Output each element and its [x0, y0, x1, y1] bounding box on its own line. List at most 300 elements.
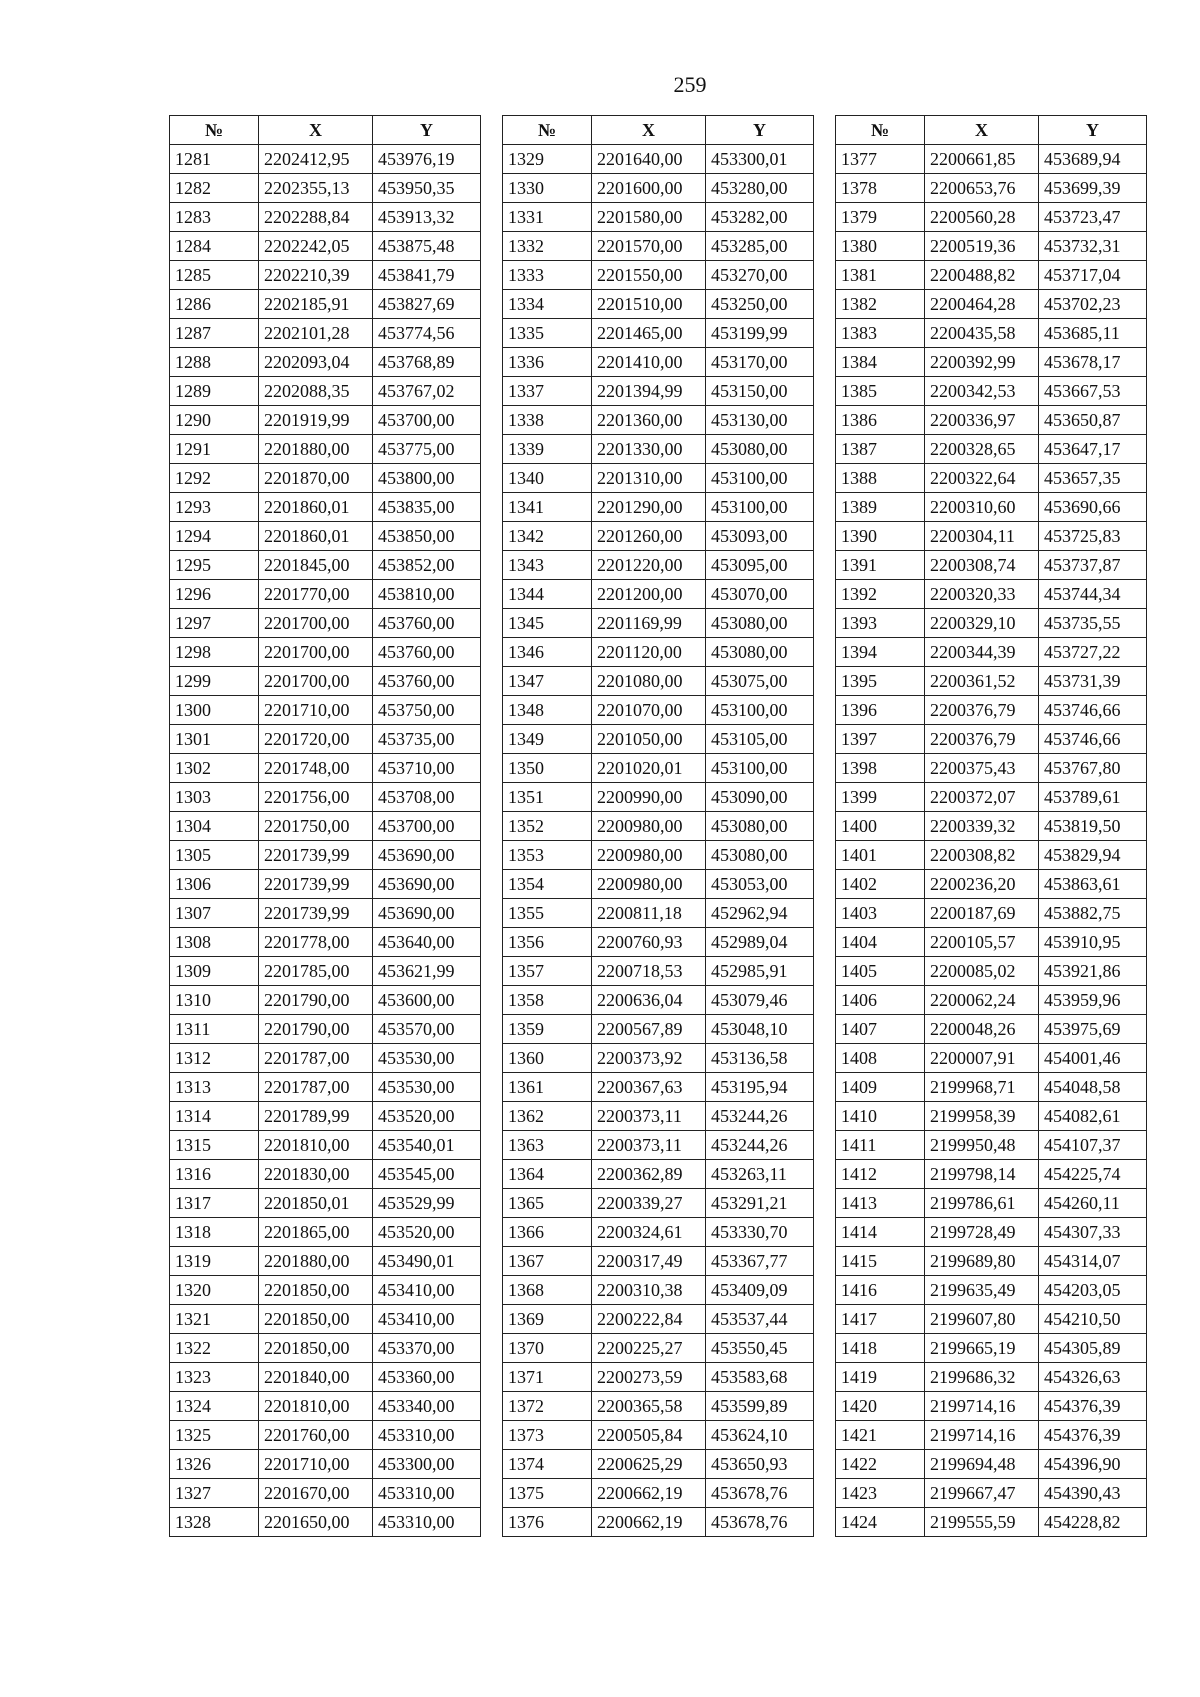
- table-row: [503, 1305, 814, 1334]
- cell-number: 1404: [836, 928, 925, 957]
- cell-y: 453735,55: [1039, 609, 1147, 638]
- cell-number: 1305: [170, 841, 259, 870]
- table-row: [170, 1218, 481, 1247]
- cell-number: 1355: [503, 899, 592, 928]
- cell-number: 1303: [170, 783, 259, 812]
- cell-number: 1387: [836, 435, 925, 464]
- table-row: [503, 551, 814, 580]
- cell-x: 2201710,00: [259, 1450, 373, 1479]
- cell-number: 1333: [503, 261, 592, 290]
- header-x: X: [925, 116, 1039, 145]
- cell-y: 453080,00: [706, 435, 814, 464]
- cell-y: 453723,47: [1039, 203, 1147, 232]
- table-row: [836, 957, 1147, 986]
- cell-x: 2200187,69: [925, 899, 1039, 928]
- cell-y: 453600,00: [373, 986, 481, 1015]
- cell-number: 1321: [170, 1305, 259, 1334]
- cell-number: 1318: [170, 1218, 259, 1247]
- cell-y: 453310,00: [373, 1421, 481, 1450]
- cell-number: 1313: [170, 1073, 259, 1102]
- table-row: [503, 957, 814, 986]
- cell-y: 453624,10: [706, 1421, 814, 1450]
- cell-number: 1292: [170, 464, 259, 493]
- cell-number: 1424: [836, 1508, 925, 1537]
- cell-number: 1393: [836, 609, 925, 638]
- cell-number: 1398: [836, 754, 925, 783]
- table-row: [170, 348, 481, 377]
- cell-y: 453976,19: [373, 145, 481, 174]
- cell-number: 1382: [836, 290, 925, 319]
- cell-number: 1350: [503, 754, 592, 783]
- cell-x: 2202412,95: [259, 145, 373, 174]
- cell-x: 2200567,89: [592, 1015, 706, 1044]
- table-row: [170, 1131, 481, 1160]
- cell-y: 453410,00: [373, 1276, 481, 1305]
- cell-x: 2201510,00: [592, 290, 706, 319]
- cell-number: 1413: [836, 1189, 925, 1218]
- cell-number: 1416: [836, 1276, 925, 1305]
- table-row: [836, 1479, 1147, 1508]
- cell-x: 2201850,00: [259, 1334, 373, 1363]
- cell-x: 2201750,00: [259, 812, 373, 841]
- table-row: [503, 667, 814, 696]
- cell-number: 1347: [503, 667, 592, 696]
- cell-y: 453882,75: [1039, 899, 1147, 928]
- cell-y: 454260,11: [1039, 1189, 1147, 1218]
- cell-number: 1336: [503, 348, 592, 377]
- table-row: [836, 1392, 1147, 1421]
- cell-x: 2200980,00: [592, 870, 706, 899]
- cell-x: 2201465,00: [592, 319, 706, 348]
- cell-x: 2200308,74: [925, 551, 1039, 580]
- table-row: [836, 174, 1147, 203]
- cell-y: 453910,95: [1039, 928, 1147, 957]
- cell-x: 2201290,00: [592, 493, 706, 522]
- cell-x: 2200336,97: [925, 406, 1039, 435]
- cell-x: 2201845,00: [259, 551, 373, 580]
- cell-x: 2201860,01: [259, 493, 373, 522]
- cell-y: 453921,86: [1039, 957, 1147, 986]
- table-row: [503, 261, 814, 290]
- table-row: [836, 522, 1147, 551]
- cell-number: 1379: [836, 203, 925, 232]
- cell-y: 453310,00: [373, 1508, 481, 1537]
- cell-number: 1377: [836, 145, 925, 174]
- cell-x: 2200322,64: [925, 464, 1039, 493]
- cell-x: 2200342,53: [925, 377, 1039, 406]
- cell-y: 453690,00: [373, 899, 481, 928]
- cell-number: 1370: [503, 1334, 592, 1363]
- cell-number: 1308: [170, 928, 259, 957]
- cell-number: 1358: [503, 986, 592, 1015]
- cell-x: 2201670,00: [259, 1479, 373, 1508]
- cell-number: 1374: [503, 1450, 592, 1479]
- table-row: [170, 609, 481, 638]
- table-row: [503, 783, 814, 812]
- table-row: [836, 493, 1147, 522]
- cell-y: 453530,00: [373, 1073, 481, 1102]
- cell-number: 1367: [503, 1247, 592, 1276]
- cell-x: 2201787,00: [259, 1073, 373, 1102]
- cell-x: 2200661,85: [925, 145, 1039, 174]
- table-row: [170, 812, 481, 841]
- cell-x: 2200367,63: [592, 1073, 706, 1102]
- cell-y: 453760,00: [373, 638, 481, 667]
- cell-x: 2201050,00: [592, 725, 706, 754]
- cell-x: 2201770,00: [259, 580, 373, 609]
- cell-x: 2201748,00: [259, 754, 373, 783]
- page-number: 259: [673, 72, 707, 97]
- cell-number: 1351: [503, 783, 592, 812]
- cell-y: 453105,00: [706, 725, 814, 754]
- cell-y: 453095,00: [706, 551, 814, 580]
- cell-number: 1397: [836, 725, 925, 754]
- cell-x: 2199714,16: [925, 1421, 1039, 1450]
- cell-y: 453550,45: [706, 1334, 814, 1363]
- cell-y: 453520,00: [373, 1102, 481, 1131]
- cell-x: 2201840,00: [259, 1363, 373, 1392]
- cell-y: 453657,35: [1039, 464, 1147, 493]
- cell-y: 453767,02: [373, 377, 481, 406]
- cell-number: 1394: [836, 638, 925, 667]
- cell-x: 2200329,10: [925, 609, 1039, 638]
- cell-number: 1304: [170, 812, 259, 841]
- cell-number: 1386: [836, 406, 925, 435]
- table-row: [836, 1131, 1147, 1160]
- cell-number: 1322: [170, 1334, 259, 1363]
- table-row: [170, 493, 481, 522]
- table-row: [170, 145, 481, 174]
- table-row: [503, 638, 814, 667]
- cell-number: 1309: [170, 957, 259, 986]
- coordinates-table-3: [835, 115, 1147, 1537]
- table-row: [503, 406, 814, 435]
- cell-y: 453667,53: [1039, 377, 1147, 406]
- table-row: [170, 754, 481, 783]
- cell-y: 454210,50: [1039, 1305, 1147, 1334]
- cell-x: 2199714,16: [925, 1392, 1039, 1421]
- cell-x: 2201700,00: [259, 667, 373, 696]
- cell-number: 1363: [503, 1131, 592, 1160]
- table-row: [836, 551, 1147, 580]
- cell-number: 1290: [170, 406, 259, 435]
- cell-y: 453583,68: [706, 1363, 814, 1392]
- cell-y: 453699,39: [1039, 174, 1147, 203]
- cell-y: 453768,89: [373, 348, 481, 377]
- cell-x: 2200662,19: [592, 1479, 706, 1508]
- cell-y: 454376,39: [1039, 1421, 1147, 1450]
- cell-x: 2202242,05: [259, 232, 373, 261]
- cell-number: 1295: [170, 551, 259, 580]
- cell-x: 2201756,00: [259, 783, 373, 812]
- cell-x: 2201220,00: [592, 551, 706, 580]
- cell-y: 453875,48: [373, 232, 481, 261]
- table-row: [836, 232, 1147, 261]
- table-row: [170, 261, 481, 290]
- cell-x: 2199968,71: [925, 1073, 1039, 1102]
- cell-number: 1405: [836, 957, 925, 986]
- cell-number: 1320: [170, 1276, 259, 1305]
- header-y: Y: [706, 116, 814, 145]
- cell-number: 1306: [170, 870, 259, 899]
- cell-x: 2202185,91: [259, 290, 373, 319]
- cell-y: 453540,01: [373, 1131, 481, 1160]
- table-row: [170, 1392, 481, 1421]
- cell-y: 453367,77: [706, 1247, 814, 1276]
- cell-y: 453835,00: [373, 493, 481, 522]
- table-row: [503, 1479, 814, 1508]
- cell-y: 454390,43: [1039, 1479, 1147, 1508]
- cell-y: 453100,00: [706, 754, 814, 783]
- table-row: [170, 551, 481, 580]
- cell-x: 2201550,00: [592, 261, 706, 290]
- cell-y: 454203,05: [1039, 1276, 1147, 1305]
- cell-number: 1418: [836, 1334, 925, 1363]
- cell-x: 2201739,99: [259, 841, 373, 870]
- cell-number: 1408: [836, 1044, 925, 1073]
- cell-x: 2199635,49: [925, 1276, 1039, 1305]
- cell-y: 452962,94: [706, 899, 814, 928]
- cell-x: 2201120,00: [592, 638, 706, 667]
- cell-x: 2200375,43: [925, 754, 1039, 783]
- cell-y: 453093,00: [706, 522, 814, 551]
- table-row: [836, 638, 1147, 667]
- table-row: [503, 1334, 814, 1363]
- cell-x: 2201720,00: [259, 725, 373, 754]
- cell-number: 1390: [836, 522, 925, 551]
- cell-number: 1409: [836, 1073, 925, 1102]
- cell-y: 454228,82: [1039, 1508, 1147, 1537]
- cell-x: 2200222,84: [592, 1305, 706, 1334]
- cell-y: 453330,70: [706, 1218, 814, 1247]
- cell-number: 1299: [170, 667, 259, 696]
- cell-x: 2200320,33: [925, 580, 1039, 609]
- cell-number: 1383: [836, 319, 925, 348]
- cell-number: 1388: [836, 464, 925, 493]
- cell-x: 2200236,20: [925, 870, 1039, 899]
- cell-x: 2201760,00: [259, 1421, 373, 1450]
- cell-x: 2200365,58: [592, 1392, 706, 1421]
- cell-x: 2200636,04: [592, 986, 706, 1015]
- table-row: [170, 464, 481, 493]
- cell-number: 1344: [503, 580, 592, 609]
- table-row: [503, 203, 814, 232]
- cell-x: 2200464,28: [925, 290, 1039, 319]
- cell-x: 2201790,00: [259, 1015, 373, 1044]
- cell-x: 2200519,36: [925, 232, 1039, 261]
- cell-y: 453263,11: [706, 1160, 814, 1189]
- header-x: X: [592, 116, 706, 145]
- table-row: [170, 928, 481, 957]
- cell-y: 453270,00: [706, 261, 814, 290]
- cell-y: 453863,61: [1039, 870, 1147, 899]
- cell-y: 453760,00: [373, 667, 481, 696]
- table-row: [170, 435, 481, 464]
- table-row: [836, 1160, 1147, 1189]
- cell-number: 1423: [836, 1479, 925, 1508]
- cell-number: 1341: [503, 493, 592, 522]
- table-row: [503, 1247, 814, 1276]
- cell-y: 453070,00: [706, 580, 814, 609]
- cell-y: 453300,00: [373, 1450, 481, 1479]
- cell-y: 453852,00: [373, 551, 481, 580]
- table-row: [170, 406, 481, 435]
- cell-x: 2201860,01: [259, 522, 373, 551]
- cell-x: 2202355,13: [259, 174, 373, 203]
- cell-x: 2200990,00: [592, 783, 706, 812]
- cell-y: 454082,61: [1039, 1102, 1147, 1131]
- cell-number: 1337: [503, 377, 592, 406]
- cell-x: 2201570,00: [592, 232, 706, 261]
- table-row: [503, 870, 814, 899]
- cell-number: 1334: [503, 290, 592, 319]
- cell-y: 453048,10: [706, 1015, 814, 1044]
- table-row: [503, 1073, 814, 1102]
- table-row: [503, 899, 814, 928]
- cell-number: 1324: [170, 1392, 259, 1421]
- table-row: [170, 870, 481, 899]
- cell-y: 454107,37: [1039, 1131, 1147, 1160]
- table-row: [503, 232, 814, 261]
- cell-x: 2199786,61: [925, 1189, 1039, 1218]
- cell-number: 1340: [503, 464, 592, 493]
- cell-y: 454314,07: [1039, 1247, 1147, 1276]
- table-row: [836, 1334, 1147, 1363]
- cell-y: 453053,00: [706, 870, 814, 899]
- table-row: [503, 348, 814, 377]
- cell-y: 453520,00: [373, 1218, 481, 1247]
- cell-number: 1310: [170, 986, 259, 1015]
- cell-number: 1294: [170, 522, 259, 551]
- table-row: [836, 986, 1147, 1015]
- table-row: [836, 928, 1147, 957]
- cell-x: 2200811,18: [592, 899, 706, 928]
- table-row: [503, 580, 814, 609]
- cell-number: 1291: [170, 435, 259, 464]
- cell-y: 453959,96: [1039, 986, 1147, 1015]
- table-row: [503, 319, 814, 348]
- table-row: [170, 1334, 481, 1363]
- cell-x: 2201260,00: [592, 522, 706, 551]
- table-row: [836, 348, 1147, 377]
- table-row: [503, 609, 814, 638]
- cell-number: 1288: [170, 348, 259, 377]
- cell-y: 453710,00: [373, 754, 481, 783]
- cell-x: 2201410,00: [592, 348, 706, 377]
- cell-x: 2201880,00: [259, 435, 373, 464]
- cell-x: 2201785,00: [259, 957, 373, 986]
- cell-x: 2202101,28: [259, 319, 373, 348]
- cell-number: 1293: [170, 493, 259, 522]
- cell-x: 2200362,89: [592, 1160, 706, 1189]
- cell-y: 453130,00: [706, 406, 814, 435]
- table-row: [170, 174, 481, 203]
- cell-x: 2199728,49: [925, 1218, 1039, 1247]
- cell-y: 454225,74: [1039, 1160, 1147, 1189]
- cell-y: 453950,35: [373, 174, 481, 203]
- table-row: [503, 1276, 814, 1305]
- table-row: [836, 667, 1147, 696]
- cell-number: 1389: [836, 493, 925, 522]
- cell-x: 2201789,99: [259, 1102, 373, 1131]
- cell-y: 453409,09: [706, 1276, 814, 1305]
- cell-number: 1335: [503, 319, 592, 348]
- table-row: [836, 870, 1147, 899]
- table-row: [836, 1044, 1147, 1073]
- cell-y: 453170,00: [706, 348, 814, 377]
- cell-x: 2200273,59: [592, 1363, 706, 1392]
- cell-x: 2200007,91: [925, 1044, 1039, 1073]
- cell-x: 2201600,00: [592, 174, 706, 203]
- table-row: [170, 725, 481, 754]
- table-row: [170, 1479, 481, 1508]
- cell-number: 1282: [170, 174, 259, 203]
- cell-y: 453708,00: [373, 783, 481, 812]
- cell-x: 2200339,32: [925, 812, 1039, 841]
- cell-number: 1339: [503, 435, 592, 464]
- cell-number: 1376: [503, 1508, 592, 1537]
- table-row: [170, 1044, 481, 1073]
- cell-number: 1422: [836, 1450, 925, 1479]
- cell-number: 1361: [503, 1073, 592, 1102]
- cell-x: 2201810,00: [259, 1392, 373, 1421]
- table-row: [503, 290, 814, 319]
- cell-number: 1285: [170, 261, 259, 290]
- cell-y: 453079,46: [706, 986, 814, 1015]
- table-row: [836, 377, 1147, 406]
- cell-number: 1297: [170, 609, 259, 638]
- cell-y: 453746,66: [1039, 696, 1147, 725]
- cell-number: 1380: [836, 232, 925, 261]
- cell-x: 2200760,93: [592, 928, 706, 957]
- cell-x: 2199694,48: [925, 1450, 1039, 1479]
- cell-y: 453737,87: [1039, 551, 1147, 580]
- cell-y: 453285,00: [706, 232, 814, 261]
- cell-y: 454001,46: [1039, 1044, 1147, 1073]
- cell-x: 2201330,00: [592, 435, 706, 464]
- table-row: [836, 1015, 1147, 1044]
- cell-x: 2199689,80: [925, 1247, 1039, 1276]
- table-row: [836, 406, 1147, 435]
- table-row: [503, 1189, 814, 1218]
- table-row: [836, 1508, 1147, 1537]
- cell-y: 453725,83: [1039, 522, 1147, 551]
- cell-x: 2199950,48: [925, 1131, 1039, 1160]
- cell-x: 2200625,29: [592, 1450, 706, 1479]
- table-row: [170, 1450, 481, 1479]
- cell-x: 2201310,00: [592, 464, 706, 493]
- table-row: [503, 1450, 814, 1479]
- cell-x: 2201650,00: [259, 1508, 373, 1537]
- cell-y: 454048,58: [1039, 1073, 1147, 1102]
- cell-number: 1371: [503, 1363, 592, 1392]
- table-row: [503, 1160, 814, 1189]
- table-row: [503, 1044, 814, 1073]
- cell-y: 453195,94: [706, 1073, 814, 1102]
- cell-y: 453100,00: [706, 493, 814, 522]
- table-row: [170, 1508, 481, 1537]
- cell-x: 2201200,00: [592, 580, 706, 609]
- cell-x: 2200105,57: [925, 928, 1039, 957]
- cell-number: 1286: [170, 290, 259, 319]
- coordinates-table-1: [169, 115, 481, 1537]
- table-row: [170, 783, 481, 812]
- table-row: [836, 841, 1147, 870]
- cell-number: 1421: [836, 1421, 925, 1450]
- cell-y: 453650,93: [706, 1450, 814, 1479]
- cell-x: 2200980,00: [592, 812, 706, 841]
- cell-x: 2201700,00: [259, 638, 373, 667]
